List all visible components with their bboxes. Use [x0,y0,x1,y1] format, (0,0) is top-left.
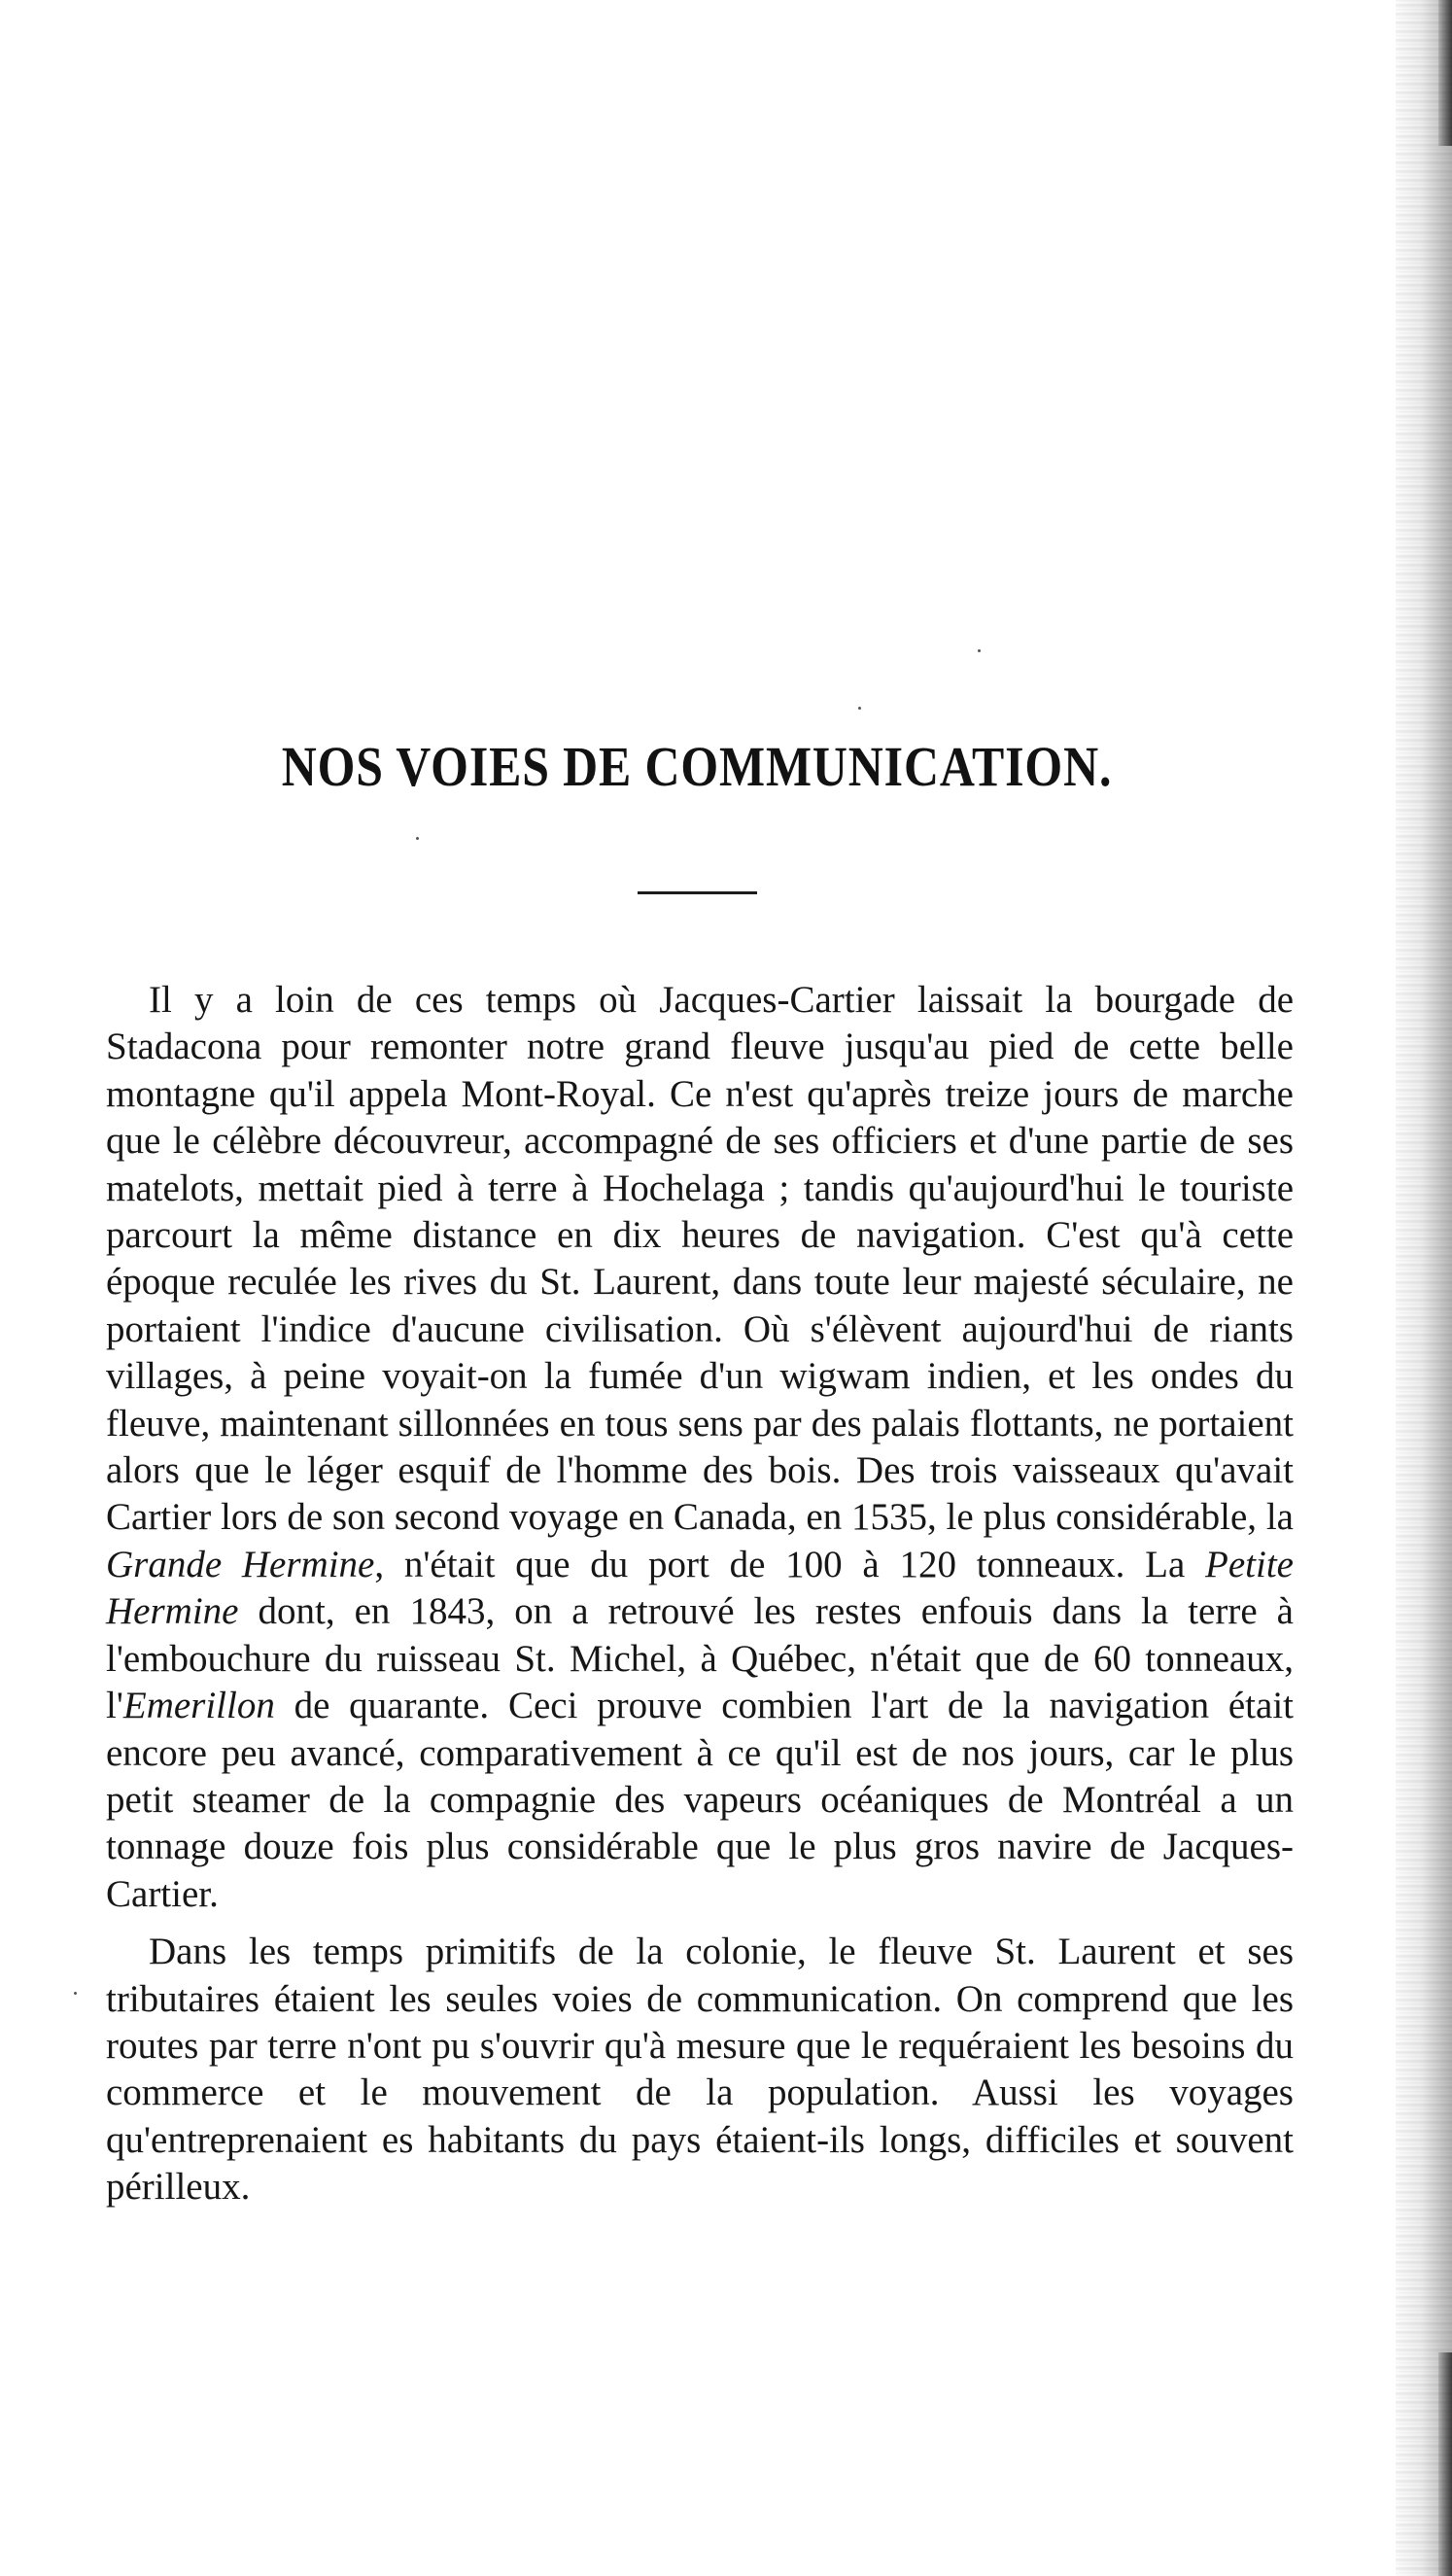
paragraph-text: , n'était que du port de 100 à 120 tonneaux. La [374,1543,1206,1585]
italic-ship-name: Emerillon [122,1685,275,1727]
page-edge-dark-top [1438,0,1452,146]
chapter-title: NOS VOIES DE COMMUNICATION. [281,735,1113,798]
title-rule [638,891,757,894]
paragraph-text: Dans les temps primitifs de la colonie, le fleuve St. Laurent et ses tributaires étaient les seules voies de communication. On comprend que les routes par terre n'ont pu s'ouvrir qu'à mesure que le requéraient les besoins du commerce et le mouvement de la population. Aussi les voyages qu'entreprenaient es habitants du pays étaient-ils longs, difficiles et souvent périlleux. [106,1931,1294,2209]
italic-ship-name: Grande Hermine [106,1543,375,1585]
paragraph [106,977,1294,1918]
paragraph-text: de quarante. Ceci prouve combien l'art de la navigation était encore peu avancé, comparativement à ce qu'il est de nos jours, car le plus petit steamer de la compagnie des vapeurs océaniques de Montréal a un tonnage douze fois plus considérable que le plus gros navire de Jacques-Cartier. [106,1685,1294,1915]
chapter-body [106,977,1294,2211]
paragraph [106,1929,1294,2210]
page-edge-dark-bottom [1438,2352,1452,2576]
page-edge-shadow [1396,0,1452,2576]
ink-speck [978,649,981,652]
ink-speck [858,707,861,710]
paragraph-text: dont, en 1843, on a retrouvé les restes enfouis dans la terre à l'embouchure du ruisseau St. Michel, à Québec, n'était que de 60 tonneaux, l' [106,1590,1294,1727]
paragraph-text: Il y a loin de ces temps où Jacques-Cartier laissait la bourgade de Stadacona pour remonter notre grand fleuve jusqu'au pied de cette belle montagne qu'il appela Mont-Royal. Ce n'est qu'après treize jours de marche que le célèbre découvreur, accompagné de ses officiers et d'une partie de ses matelots, mettait pied à terre à Hochelaga ; tandis qu'aujourd'hui le touriste parcourt la même distance en dix heures de navigation. C'est qu'à cette époque reculée les rives du St. Laurent, dans toute leur majesté séculaire, ne portaient l'indice d'aucune civilisation. Où s'élèvent aujourd'hui de riants villages, à peine voyait-on la fumée d'un wigwam indien, et les ondes du fleuve, maintenant sillonnées en tous sens par des palais flottants, ne portaient alors que le léger esquif de l'homme des bois. Des trois vaisseaux qu'avait Cartier lors de son second voyage en Canada, en 1535, le plus considérable, la [106,979,1294,1539]
ink-speck [416,837,419,840]
ink-speck [74,1992,77,1995]
italic-ship-name: Petite Hermine [106,1543,1294,1633]
